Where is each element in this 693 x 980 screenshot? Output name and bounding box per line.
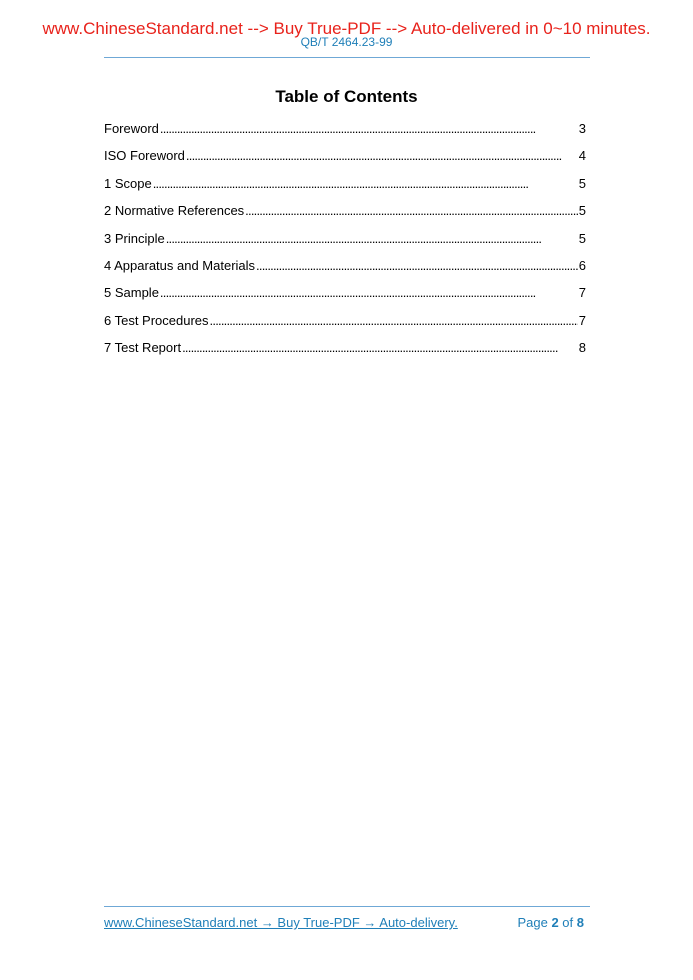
toc-entry-label: Foreword [104, 121, 159, 136]
toc-entry-page: 5 [578, 203, 586, 219]
header-divider [104, 57, 590, 58]
toc-entry-foreword[interactable] [104, 120, 586, 147]
toc-entry-page: 4 [578, 148, 586, 164]
toc-entry-test-procedures[interactable] [104, 312, 586, 339]
page-word: Page [517, 915, 548, 930]
promo-banner[interactable]: www.ChineseStandard.net --> Buy True-PDF --> Auto-delivered in 0~10 minutes. [42, 19, 651, 38]
dot-leader [153, 175, 578, 193]
toc-entry-page: 7 [578, 312, 586, 328]
toc-entry-label: 3 Principle [104, 230, 165, 246]
page-indicator [517, 915, 584, 931]
footer-store-link[interactable]: www.ChineseStandard.net → Buy True-PDF → Auto-delivery. [104, 915, 458, 930]
toc-entry-normative-references[interactable] [104, 202, 586, 229]
toc-entry-page: 6 [578, 257, 586, 273]
toc-entry-page: 7 [578, 285, 586, 301]
dot-leader [256, 257, 578, 275]
toc-entry-page: 5 [578, 175, 586, 191]
dot-leader [245, 202, 578, 220]
toc-entry-iso-foreword[interactable] [104, 147, 586, 174]
dot-leader [160, 284, 578, 302]
of-word: of [562, 915, 574, 930]
toc-entry-label: 2 Normative References [104, 203, 245, 219]
dot-leader [210, 312, 578, 330]
toc-entry-page: 5 [578, 230, 586, 246]
toc-entry-label: 4 Apparatus and Materials [104, 257, 256, 273]
toc-entry-label: 5 Sample [104, 285, 159, 301]
toc-entry-label: 6 Test Procedures [104, 312, 209, 328]
toc-entry-page: 3 [578, 121, 586, 136]
document-code: QB/T 2464.23-99 [300, 35, 393, 49]
footer-divider [104, 906, 590, 907]
dot-leader [166, 230, 578, 248]
table-of-contents [104, 120, 586, 367]
toc-entry-principle[interactable] [104, 230, 586, 257]
toc-entry-apparatus-and-materials[interactable] [104, 257, 586, 284]
page-footer [104, 915, 586, 933]
dot-leader [182, 339, 578, 357]
total-pages-number: 8 [576, 915, 584, 930]
toc-entry-label: ISO Foreword [104, 148, 185, 164]
toc-entry-label: 1 Scope [104, 175, 152, 191]
current-page-number: 2 [551, 915, 559, 930]
toc-title: Table of Contents [275, 87, 418, 106]
toc-entry-page: 8 [578, 340, 586, 356]
toc-entry-sample[interactable] [104, 284, 586, 311]
dot-leader [186, 147, 578, 165]
dot-leader [160, 120, 578, 138]
toc-entry-label: 7 Test Report [104, 340, 182, 356]
toc-entry-scope[interactable] [104, 175, 586, 202]
toc-entry-test-report[interactable] [104, 339, 586, 366]
